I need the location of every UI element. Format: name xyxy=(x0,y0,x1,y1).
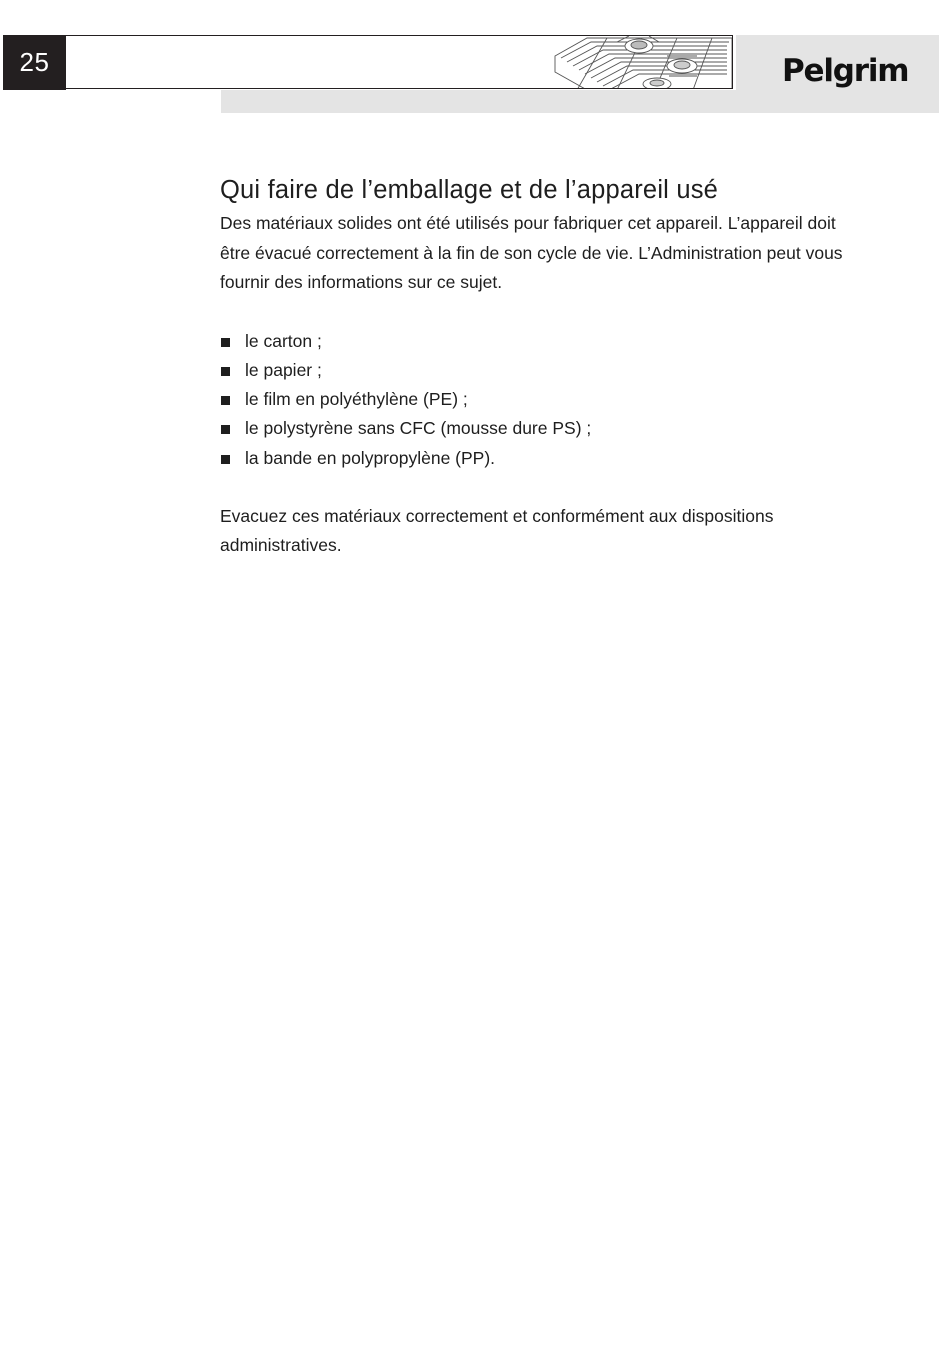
list-item xyxy=(220,385,870,414)
materials-list xyxy=(220,327,870,473)
list-item xyxy=(220,327,870,356)
section-title: Qui faire de l’emballage et de l’appareil usé xyxy=(220,176,719,204)
bullet-square-icon xyxy=(221,396,230,405)
list-item xyxy=(220,444,870,473)
bullet-square-icon xyxy=(221,455,230,464)
cooktop-illustration-icon xyxy=(547,36,732,89)
bullet-square-icon xyxy=(221,338,230,347)
intro-paragraph: Des matériaux solides ont été utilisés pour fabriquer cet appareil. L’appareil doit être évacué correctement à la fin de son cycle de vie. L’Administration peut vous fournir des informations sur ce sujet. xyxy=(220,213,843,292)
page-number: 25 xyxy=(3,35,66,90)
bullet-square-icon xyxy=(221,425,230,434)
list-item-text: le papier ; xyxy=(245,359,322,380)
outro-paragraph: Evacuez ces matériaux correctement et conformément aux dispositions administratives. xyxy=(220,505,774,556)
brand-logo-area xyxy=(736,35,939,113)
page-content xyxy=(220,172,870,561)
list-item-text: le carton ; xyxy=(245,330,322,351)
list-item xyxy=(220,356,870,385)
list-item-text: le film en polyéthylène (PE) ; xyxy=(245,389,468,410)
header-bar xyxy=(66,35,733,89)
brand-logo: Pelgrim xyxy=(782,53,909,89)
bullet-square-icon xyxy=(221,367,230,376)
list-item xyxy=(220,414,870,443)
list-item-text: la bande en polypropylène (PP). xyxy=(245,447,496,468)
list-item-text: le polystyrène sans CFC (mousse dure PS) ; xyxy=(245,418,592,439)
